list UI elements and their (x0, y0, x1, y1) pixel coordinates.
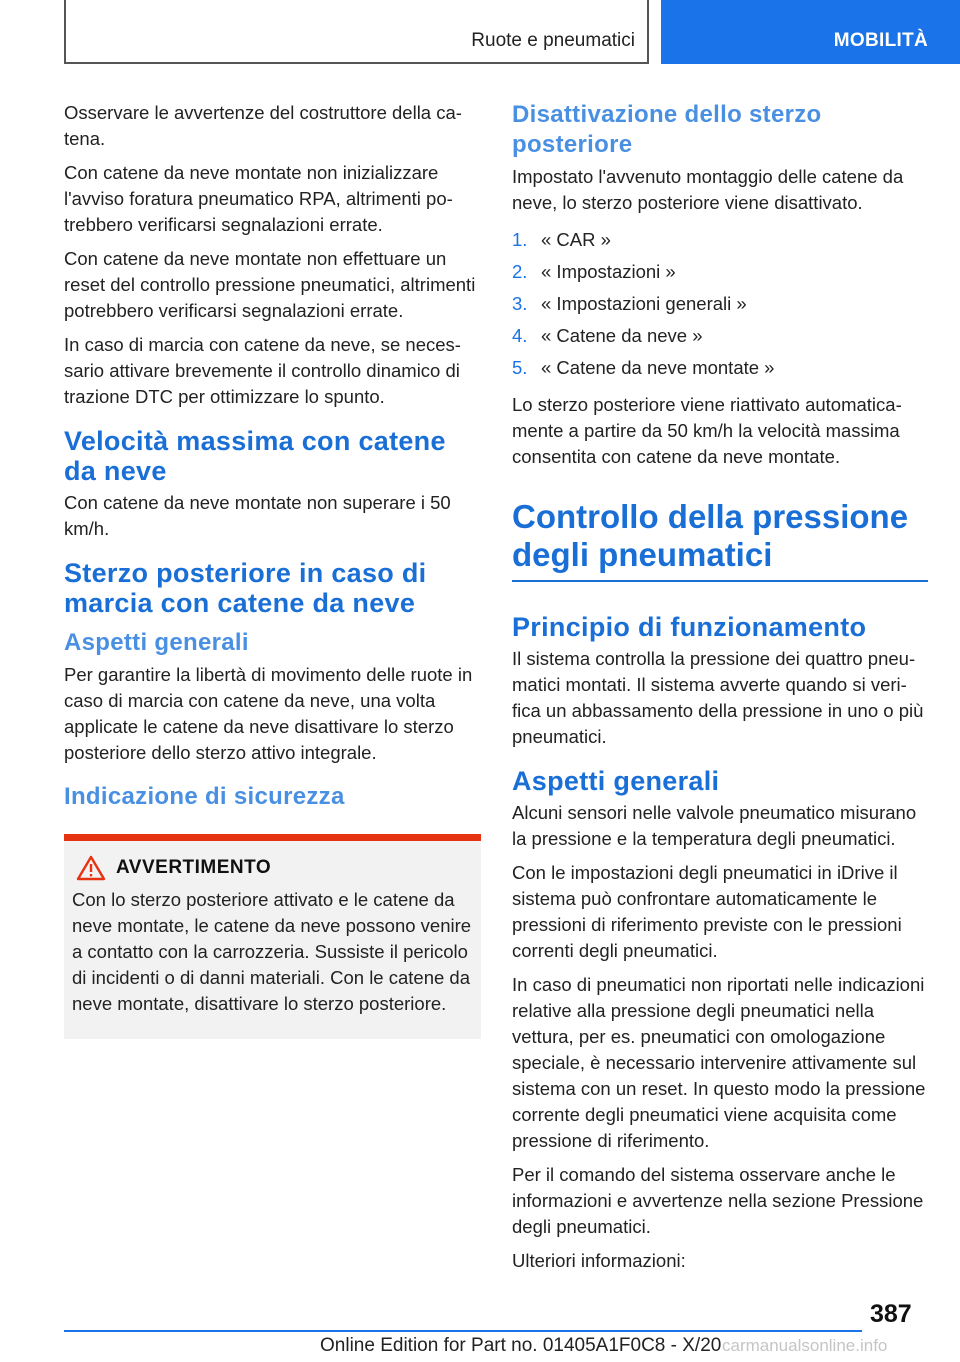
paragraph: Con catene da neve montate non superare i 50 km/h. (64, 492, 451, 539)
paragraph: Con le impostazioni degli pneumatici in iDrive il sistema può confrontare automaticamente le pressioni di riferimento previste con le pressioni correnti degli pneumatici. (512, 862, 902, 961)
step-text: « Impostazioni generali » (541, 293, 747, 314)
list-item (512, 256, 928, 288)
left-column (64, 100, 481, 1039)
watermark: carmanualsonline.info (722, 1336, 888, 1355)
step-number: 3. (512, 293, 528, 314)
paragraph: Per il comando del sistema osservare anche le informazioni e avvertenze nella sezione Pressione degli pneumatici. (512, 1164, 924, 1237)
page-number: 387 (870, 1300, 912, 1328)
paragraph: Impostato l'avvenuto montaggio delle catene da neve, lo sterzo posteriore viene disattivato. (512, 166, 904, 213)
paragraph: Per garantire la libertà di movimento delle ruote in caso di marcia con catene da neve, una volta applicate le catene da neve disattivare lo sterzo posteriore dello sterzo attivo integrale. (64, 664, 473, 763)
footer-divider (64, 1330, 862, 1332)
paragraph: In caso di pneumatici non riportati nelle indicazioni relative alla pressione degli pneumatici nella vettura, per es. pneumatici con omologazione speciale, è necessario intervenire attivamente sul sistema con un reset. In questo modo la pressione corrente degli pneumatici viene acquisita come pressione di riferimento. (512, 974, 926, 1151)
step-text: « CAR » (541, 229, 611, 250)
list-item (512, 288, 928, 320)
paragraph: Con catene da neve montate non effettuare un reset del controllo pressione pneumatici, altrimenti potrebbero verificarsi segnalazioni errate. (64, 248, 476, 321)
heading-max-speed: Velocità massima con catene da neve (64, 426, 446, 486)
paragraph: Con catene da neve montate non inizializzare l'avviso foratura pneumatico RPA, altrimenti potrebbero verificarsi segnalazioni errate. (64, 162, 453, 235)
list-item (512, 352, 928, 384)
paragraph: Il sistema controlla la pressione dei quattro pneumatici montati. Il sistema avverte quando si verifica un abbassamento della pressione in uno o più pneumatici. (512, 648, 924, 747)
step-number: 5. (512, 357, 528, 378)
paragraph: Alcuni sensori nelle valvole pneumatico misurano la pressione e la temperatura degli pneumatici. (512, 802, 917, 849)
steps-list (512, 224, 928, 384)
warning-triangle-icon (76, 855, 106, 881)
heading-principle: Principio di funzionamento (512, 612, 867, 642)
chapter-title: MOBILITÀ (833, 30, 928, 51)
warning-title: AVVERTIMENTO (116, 857, 272, 878)
step-number: 2. (512, 261, 528, 282)
chapter-heading-tire-pressure: Controllo della pressione degli pneumatici (512, 498, 928, 582)
section-title: Ruote e pneumatici (471, 30, 635, 51)
step-text: « Catene da neve » (541, 325, 703, 346)
warning-header (72, 855, 473, 881)
heading-rear-steering: Sterzo posteriore in caso di marcia con catene da neve (64, 558, 427, 618)
warning-text: Con lo sterzo posteriore attivato e le catene da neve montate, le catene da neve possono venire a contatto con la carrozzeria. Sussiste il pericolo di incidenti o di danni materiali. Con le catene da neve montate, disattivare lo sterzo posteriore. (72, 889, 472, 1014)
step-text: « Catene da neve montate » (541, 357, 775, 378)
list-item (512, 224, 928, 256)
footer-edition: Online Edition for Part no. 01405A1F0C8 - X/20 (320, 1335, 722, 1356)
subheading-disable-rear-steering: Disattivazione dello sterzo posteriore (512, 101, 822, 158)
right-column (512, 100, 928, 1282)
list-item (512, 320, 928, 352)
paragraph: In caso di marcia con catene da neve, se necessario attivare brevemente il controllo dinamico di trazione DTC per ottimizzare lo spunto. (64, 334, 461, 407)
subheading-general: Aspetti generali (64, 629, 249, 656)
paragraph: Ulteriori informazioni: (512, 1250, 686, 1271)
subheading-safety: Indicazione di sicurezza (64, 783, 345, 810)
heading-general: Aspetti generali (512, 766, 720, 796)
header-chapter-tab (661, 0, 960, 64)
step-text: « Impostazioni » (541, 261, 676, 282)
step-number: 1. (512, 229, 528, 250)
paragraph: Lo sterzo posteriore viene riattivato automaticamente a partire da 50 km/h la velocità massima consentita con catene da neve montate. (512, 394, 902, 467)
warning-box (64, 834, 481, 1039)
header-section-box (64, 0, 649, 64)
paragraph: Osservare le avvertenze del costruttore della catena. (64, 102, 462, 149)
step-number: 4. (512, 325, 528, 346)
